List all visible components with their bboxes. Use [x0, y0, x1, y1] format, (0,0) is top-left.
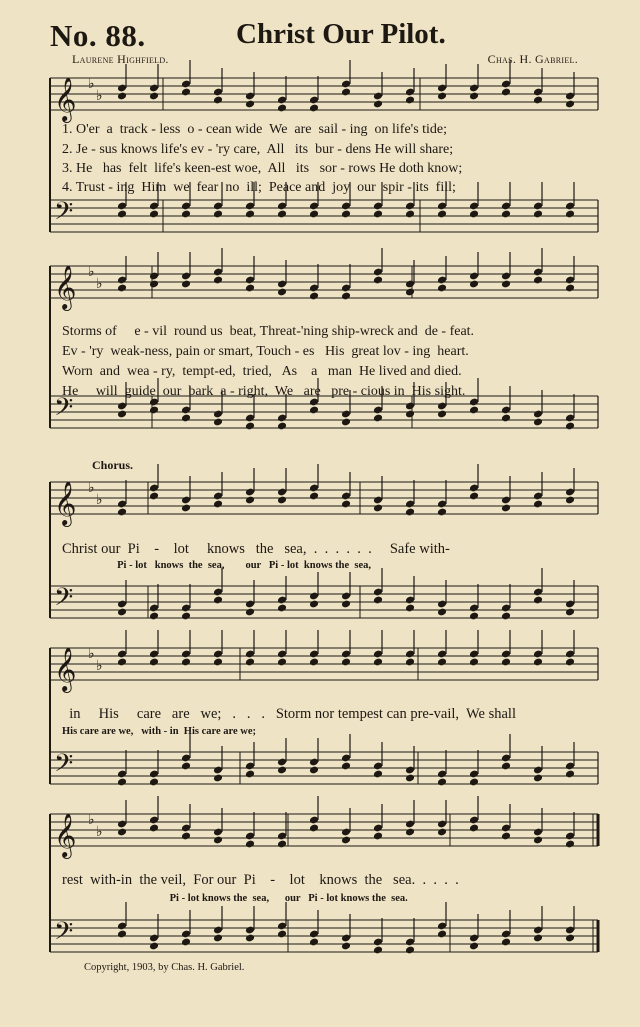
note-head [117, 828, 127, 837]
note-head [469, 210, 479, 219]
verse-1-line-a: 1. O'er a track - less o - cean wide We are sail - ing on life's tide; [62, 122, 448, 137]
note-head [309, 658, 319, 667]
bass-clef-icon: 𝄢 [54, 393, 74, 428]
verse-1-line-b: Storms of e - vil round us beat, Threat-'ning ship-wreck and de - feat. [62, 324, 475, 339]
note-head [501, 612, 511, 621]
note-head [213, 658, 223, 667]
bass-clef-icon: 𝄢 [54, 197, 74, 232]
note-head [469, 492, 479, 501]
treble-clef-icon: 𝄞 [54, 77, 77, 121]
note-head [437, 930, 447, 939]
note-head [181, 210, 191, 219]
flat-icon: ♭ [88, 813, 95, 828]
note-head [373, 504, 383, 513]
hymn-number: No. 88. [50, 18, 146, 53]
note-head [149, 942, 159, 951]
note-head [373, 210, 383, 219]
flat-icon: ♭ [96, 659, 103, 674]
note-head [501, 88, 511, 97]
note-head [405, 658, 415, 667]
note-head [149, 658, 159, 667]
note-head [437, 92, 447, 101]
note-head [501, 762, 511, 771]
lyricist-credit: Laurene Highfield. [72, 52, 169, 66]
note-head [533, 96, 543, 105]
note-head [149, 778, 159, 787]
note-head [309, 104, 319, 113]
chorus-3-lyrics: rest with-in the veil, For our Pi - lot knows the sea. . . . . [62, 872, 459, 888]
note-head [501, 280, 511, 289]
note-head [373, 832, 383, 841]
note-head [341, 762, 351, 771]
note-head [565, 658, 575, 667]
note-head [309, 210, 319, 219]
treble-clef-icon: 𝄞 [54, 265, 77, 309]
flat-icon: ♭ [96, 493, 103, 508]
note-head [181, 612, 191, 621]
note-head [437, 778, 447, 787]
note-head [437, 608, 447, 617]
note-head [373, 100, 383, 109]
note-head [469, 658, 479, 667]
note-head [565, 100, 575, 109]
note-head [245, 496, 255, 505]
note-head [405, 604, 415, 613]
note-head [469, 824, 479, 833]
note-head [277, 658, 287, 667]
note-head [181, 280, 191, 289]
note-head [437, 828, 447, 837]
note-head [181, 414, 191, 423]
note-head [277, 210, 287, 219]
treble-clef-icon: 𝄞 [54, 813, 77, 857]
note-head [117, 658, 127, 667]
chorus-1-lyrics: Christ our Pi - lot knows the sea, . . . . . . Safe with- [62, 541, 450, 557]
note-head [533, 210, 543, 219]
note-head [405, 210, 415, 219]
note-head [405, 96, 415, 105]
chorus-3-alto-lyrics: Pi - lot knows the sea, our Pi - lot knows the sea. [62, 893, 408, 904]
note-head [277, 604, 287, 613]
note-head [373, 770, 383, 779]
note-head [405, 508, 415, 517]
note-head [533, 418, 543, 427]
note-head [565, 608, 575, 617]
verse-4-line-a: 4. Trust - ing Him we fear no ill; Peace and joy our spir - its fill; [62, 180, 456, 195]
note-head [341, 88, 351, 97]
note-head [149, 210, 159, 219]
note-head [309, 292, 319, 301]
note-head [213, 934, 223, 943]
note-head [117, 930, 127, 939]
flat-icon: ♭ [96, 89, 103, 104]
note-head [245, 100, 255, 109]
note-head [373, 596, 383, 605]
flat-icon: ♭ [88, 647, 95, 662]
chorus-1-alto-lyrics: Pi - lot knows the sea, our Pi - lot knows the sea, [62, 560, 371, 571]
note-head [373, 276, 383, 285]
note-head [245, 422, 255, 431]
treble-clef-icon: 𝄞 [54, 647, 77, 691]
note-head [149, 824, 159, 833]
note-head [181, 504, 191, 513]
note-head [213, 418, 223, 427]
verse-4-line-b: He will guide our bark a - right, We are pre - cious in His sight. [62, 384, 466, 399]
note-head [533, 836, 543, 845]
note-head [309, 492, 319, 501]
flat-icon: ♭ [96, 825, 103, 840]
note-head [213, 774, 223, 783]
note-head [277, 422, 287, 431]
note-head [213, 596, 223, 605]
note-head [469, 612, 479, 621]
note-head [565, 210, 575, 219]
note-head [501, 504, 511, 513]
note-head [309, 824, 319, 833]
note-head [277, 496, 287, 505]
note-head [277, 840, 287, 849]
note-head [373, 414, 383, 423]
note-head [405, 828, 415, 837]
chorus-2-lyrics: in His care are we; . . . Storm nor tempest can pre-vail, We shall [62, 706, 516, 722]
note-head [565, 284, 575, 293]
verse-2-line-a: 2. Je - sus knows life's ev - 'ry care, All its bur - dens He will share; [62, 142, 454, 157]
note-head [469, 778, 479, 787]
flat-icon: ♭ [88, 481, 95, 496]
note-head [405, 288, 415, 297]
note-head [405, 774, 415, 783]
note-head [181, 938, 191, 947]
note-head [373, 946, 383, 955]
copyright-notice: Copyright, 1903, by Chas. H. Gabriel. [84, 962, 245, 973]
note-head [245, 770, 255, 779]
note-head [341, 292, 351, 301]
note-head [565, 840, 575, 849]
bass-clef-icon: 𝄢 [54, 583, 74, 618]
note-head [245, 210, 255, 219]
composer-credit: Chas. H. Gabriel. [487, 52, 578, 66]
note-head [405, 410, 415, 419]
note-head [437, 284, 447, 293]
note-head [533, 596, 543, 605]
note-head [213, 500, 223, 509]
note-head [213, 210, 223, 219]
note-head [309, 938, 319, 947]
note-head [149, 406, 159, 415]
note-head [245, 840, 255, 849]
treble-clef-icon: 𝄞 [54, 481, 77, 525]
note-head [565, 770, 575, 779]
note-head [309, 766, 319, 775]
note-head [341, 210, 351, 219]
note-head [501, 938, 511, 947]
note-head [117, 410, 127, 419]
bass-clef-icon: 𝄢 [54, 917, 74, 952]
note-head [181, 88, 191, 97]
note-head [565, 934, 575, 943]
note-head [437, 210, 447, 219]
hymn-title: Christ Our Pilot. [236, 18, 446, 50]
note-head [181, 762, 191, 771]
note-head [565, 422, 575, 431]
note-head [469, 942, 479, 951]
note-head [149, 492, 159, 501]
note-head [469, 406, 479, 415]
note-head [181, 832, 191, 841]
note-head [245, 608, 255, 617]
note-head [341, 836, 351, 845]
note-head [277, 930, 287, 939]
note-head [149, 92, 159, 101]
chorus-label: Chorus. [92, 458, 134, 472]
note-head [213, 276, 223, 285]
note-head [245, 284, 255, 293]
note-head [117, 210, 127, 219]
note-head [501, 658, 511, 667]
note-head [469, 280, 479, 289]
note-head [341, 500, 351, 509]
note-head [245, 934, 255, 943]
flat-icon: ♭ [96, 277, 103, 292]
verse-3-line-a: 3. He has felt life's keen-est woe, All its sor - rows He doth know; [62, 161, 463, 176]
note-head [533, 276, 543, 285]
note-head [117, 778, 127, 787]
note-head [181, 658, 191, 667]
note-head [309, 406, 319, 415]
verse-2-line-b: Ev - 'ry weak-ness, pain or smart, Touch - es His great lov - ing heart. [62, 344, 469, 359]
note-head [501, 210, 511, 219]
note-head [213, 836, 223, 845]
note-head [277, 766, 287, 775]
note-head [565, 496, 575, 505]
bass-clef-icon: 𝄢 [54, 749, 74, 784]
note-head [277, 288, 287, 297]
note-head [501, 832, 511, 841]
note-head [213, 96, 223, 105]
note-head [309, 600, 319, 609]
note-head [533, 774, 543, 783]
note-head [341, 658, 351, 667]
note-head [533, 658, 543, 667]
note-head [533, 934, 543, 943]
note-head [341, 418, 351, 427]
note-head [149, 280, 159, 289]
verse-3-line-b: Worn and wea - ry, tempt-ed, tried, As a man He lived and died. [62, 364, 462, 379]
flat-icon: ♭ [88, 77, 95, 92]
note-head [373, 658, 383, 667]
note-head [277, 104, 287, 113]
chorus-2-alto-lyrics: His care are we, with - in His care are we; [62, 726, 257, 737]
note-head [117, 92, 127, 101]
note-head [469, 92, 479, 101]
note-head [341, 600, 351, 609]
note-head [533, 500, 543, 509]
note-head [117, 508, 127, 517]
note-head [437, 410, 447, 419]
note-head [117, 608, 127, 617]
note-head [245, 658, 255, 667]
note-head [405, 946, 415, 955]
note-head [437, 508, 447, 517]
note-head [437, 658, 447, 667]
note-head [117, 284, 127, 293]
note-head [149, 612, 159, 621]
note-head [501, 414, 511, 423]
note-head [341, 942, 351, 951]
flat-icon: ♭ [88, 265, 95, 280]
